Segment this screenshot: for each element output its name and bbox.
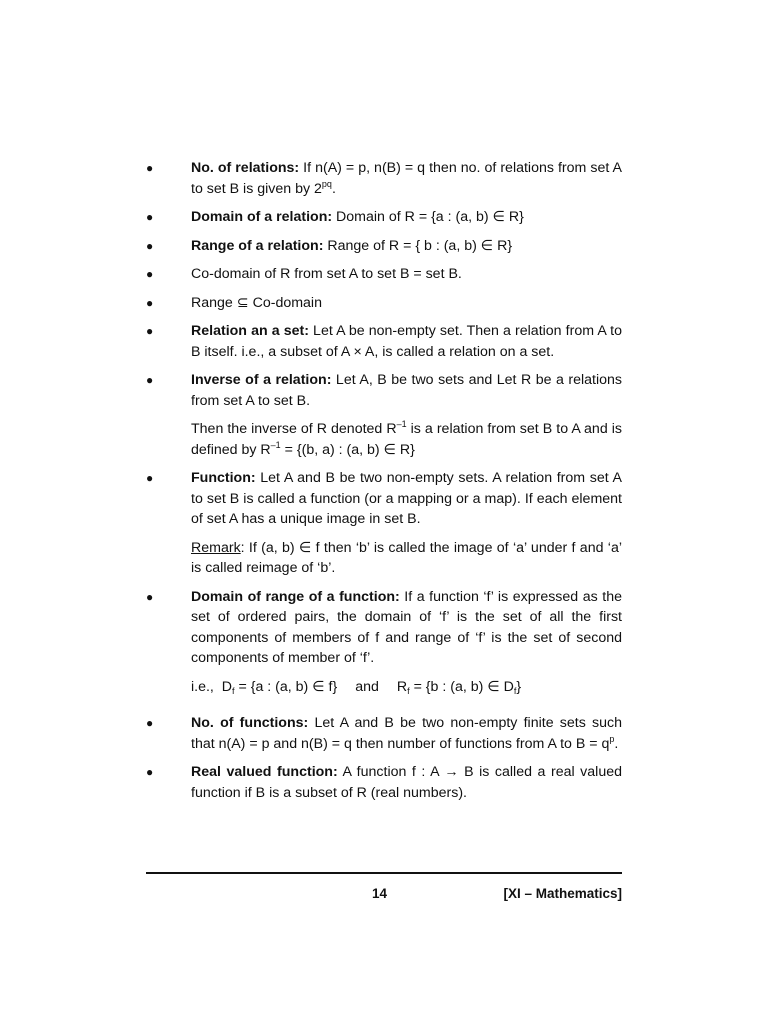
bullet-icon: ● [146,716,154,730]
item-body: If a function ‘f’ is expressed as the set of ordered pairs, the domain of ‘f’ is the set of all the first components of members of f and range of ‘f’ is the set of second components of member of ‘f’. [191,588,622,666]
page-content [146,158,622,811]
item-body: Range ⊆ Co-domain [191,294,322,311]
item-exponent: p [609,733,615,744]
bullet-icon: ● [146,210,154,224]
item-body: Let A, B be two sets and Let R be a relations from set A to set B. [191,372,622,409]
inverse-definition-paragraph: Then the inverse of R denoted $R^{-1}$ is a relation from set B to A and is defined by $R^{-1} = \{(b$, a) : (a, b) ∈ R} [191,419,622,458]
list-item-relations-count: ● No. of relations: If n(A) = p, n(B) = q then no. of relations from set A to set B is given by $2^{pq}$. [146,158,622,199]
list-item-range-subset [146,293,622,314]
list-item-domain-range-function [146,587,622,669]
item-heading: Domain of a relation: [191,209,333,225]
item-heading: Function: [191,470,256,486]
footer-divider [146,872,622,874]
domain-range-formula: i.e., $D_f = \{a$ : (a, b) ∈ f} and $R_f = \{b$ : (a, b) ∈ $D_f$} [191,678,522,696]
item-body: Let A be non-empty set. Then a relation from A to B itself. i.e., a subset of A × A, is called a relation on a set. [191,323,622,360]
item-body: A function f : A → B is called a real valued function if B is a subset of R (real numbers). [191,764,622,801]
item-heading: No. of functions: [191,715,309,731]
bullet-icon: ● [146,471,154,485]
item-heading: Inverse of a relation: [191,372,332,388]
list-item-inverse-relation [146,370,622,411]
list-item-codomain [146,264,622,285]
list-item-real-valued-function [146,762,622,803]
item-body: Co-domain of R from set A to set B = set B. [191,266,462,282]
bullet-icon: ● [146,373,154,387]
bullet-icon: ● [146,267,154,281]
item-body: Domain of R = {a : (a, b) ∈ R} [332,209,524,225]
list-item-function [146,468,622,530]
book-title: [XI – Mathematics] [503,886,622,901]
page-number: 14 [372,886,388,901]
bullet-icon: ● [146,765,154,779]
bullet-icon: ● [146,589,154,604]
remark-paragraph [191,538,622,579]
bullet-icon: ● [146,295,154,310]
bullet-icon: ● [146,161,154,175]
item-exponent: pq [321,178,332,189]
item-heading: Domain of range of a function: [191,588,400,605]
remark-body: : If (a, b) ∈ f then ‘b’ is called the image of ‘a’ under f and ‘a’ is called reimage of ‘b’. [191,539,622,576]
item-heading: Range of a relation: [191,237,324,254]
item-body: Let A and B be two non-empty sets. A relation from set A to set B is called a function (or a mapping or a map). If each element of set A has a unique image in set B. [191,470,622,527]
list-item-relation-on-set [146,321,622,362]
item-body: Range of R = { b : (a, b) ∈ R} [323,237,513,254]
item-body: Let A and B be two non-empty finite sets such that n(A) = p and n(B) = q then number of functions from A to B = q [191,715,622,752]
list-item-functions-count: ● No. of functions: Let A and B be two non-empty finite sets such that n(A) = p and n(B) = q then number of functions from A to $B = q^p$. [146,713,622,754]
list-item-range-relation [146,236,622,257]
remark-label: Remark [191,539,241,556]
item-heading: Relation an a set: [191,323,309,339]
item-heading: No. of relations: [191,160,300,176]
item-body: If n(A) = p, n(B) = q then no. of relations from set A to set B is given by 2 [191,160,622,197]
list-item-domain-relation [146,207,622,228]
bullet-icon: ● [146,324,154,338]
bullet-icon: ● [146,238,154,253]
item-heading: Real valued function: [191,764,338,780]
